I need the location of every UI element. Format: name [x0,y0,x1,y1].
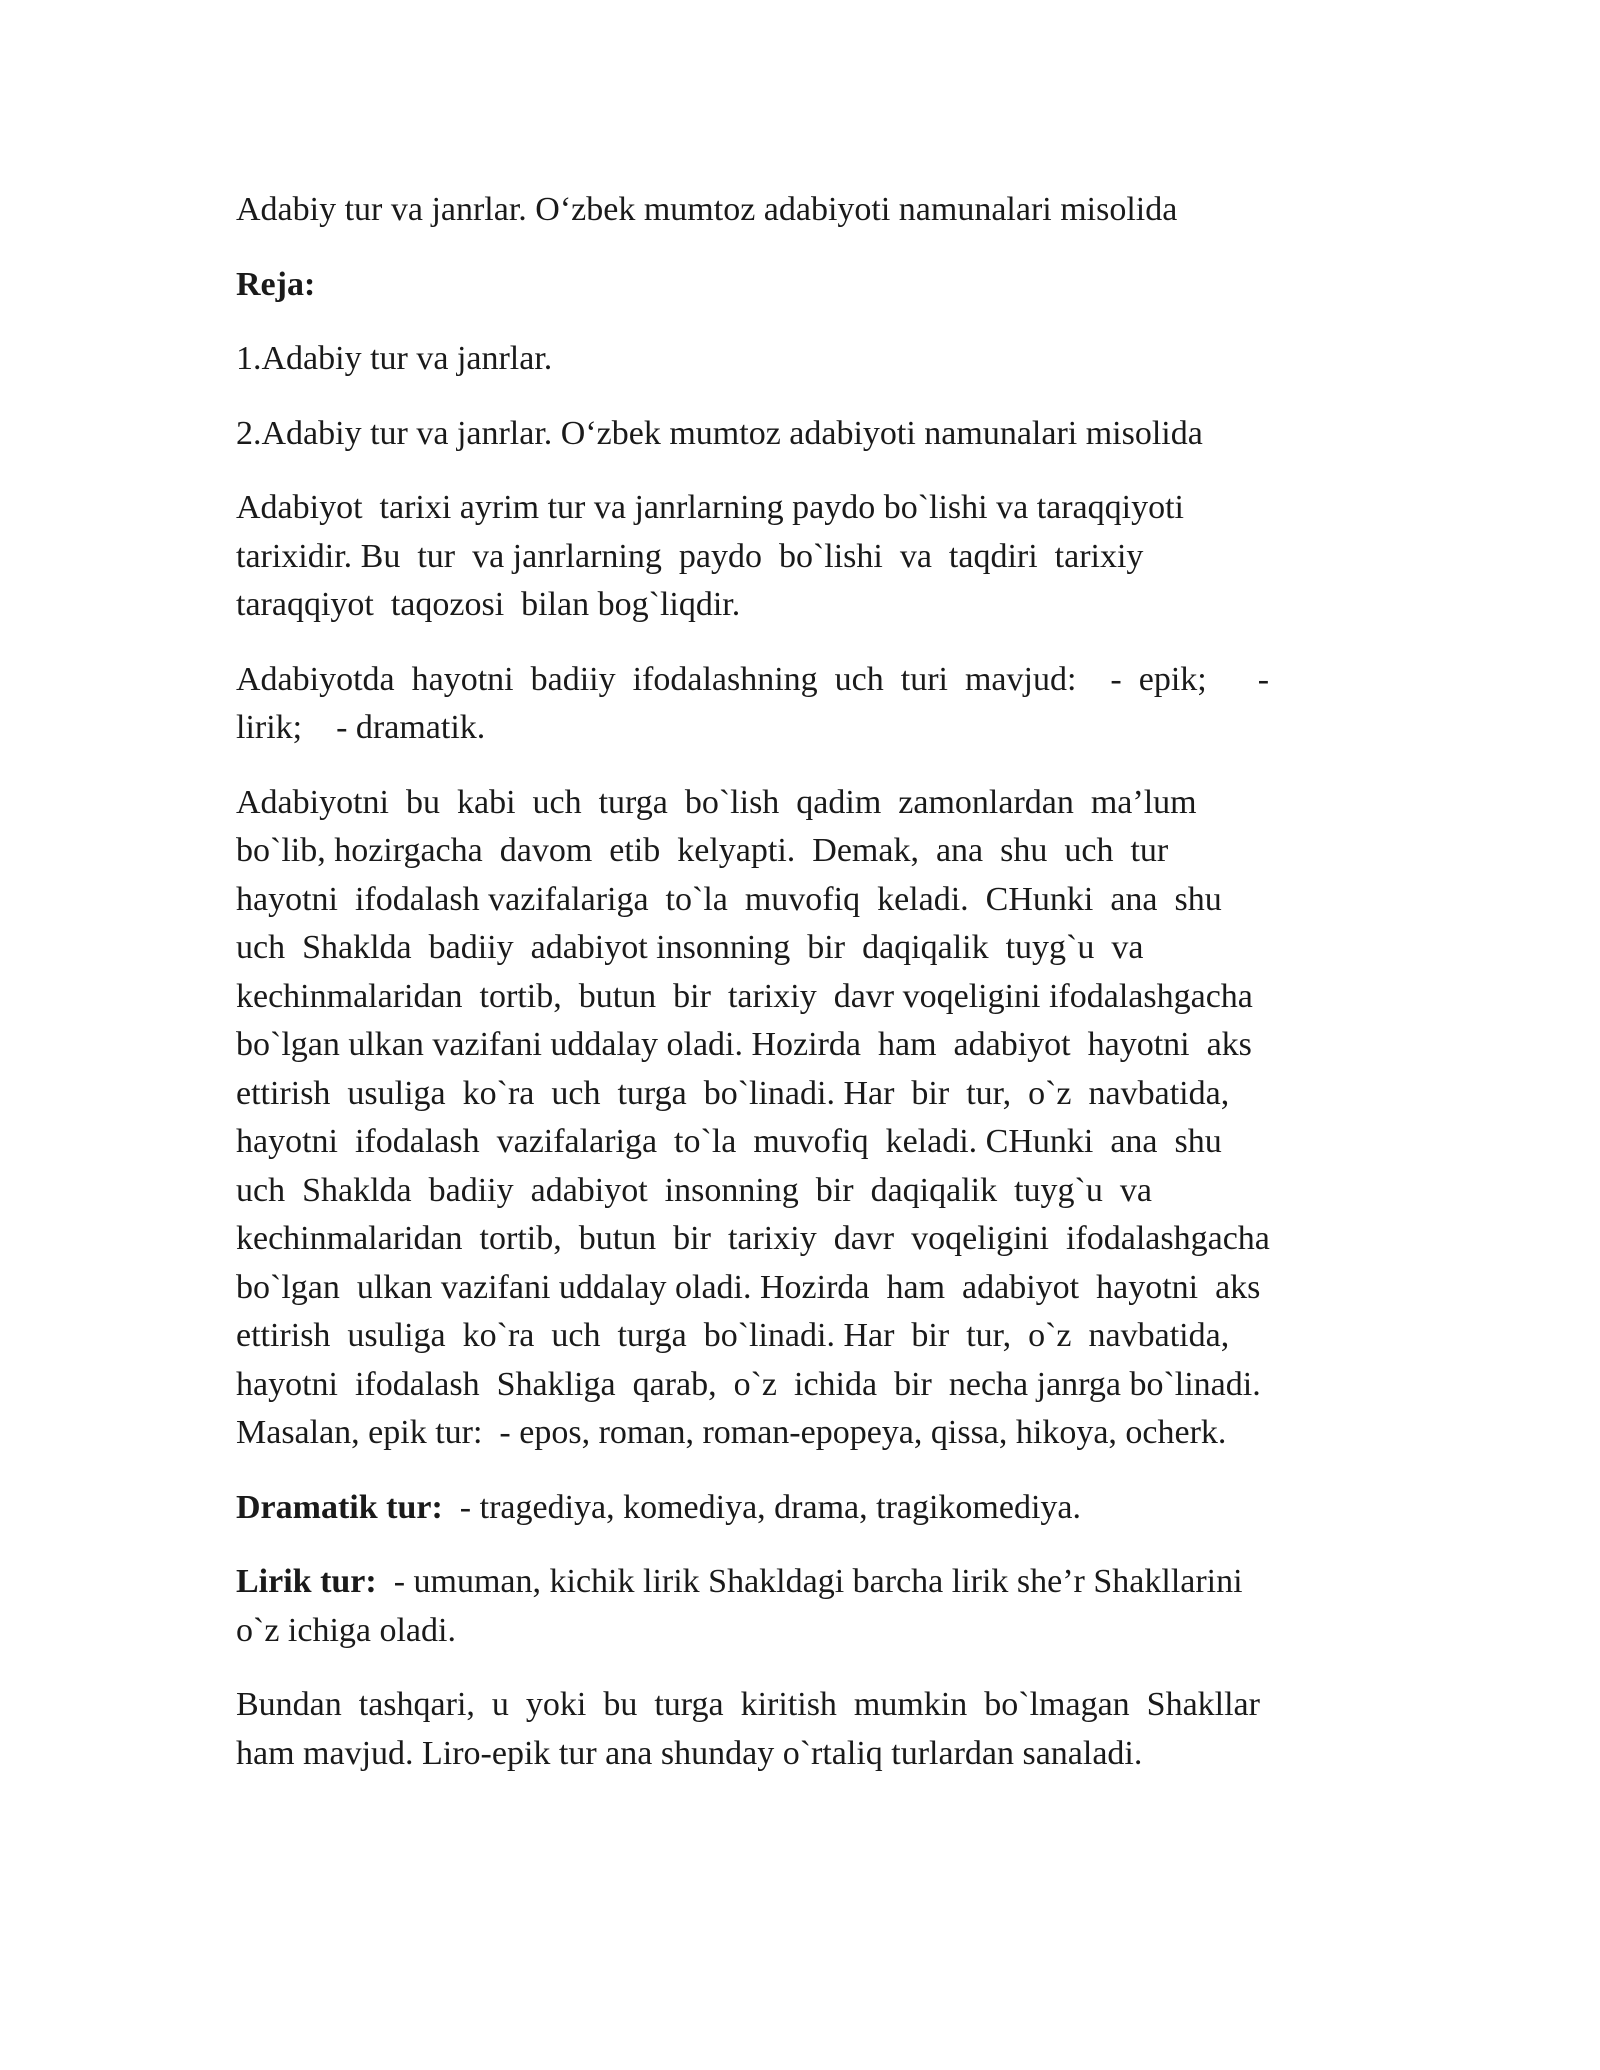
text-line: bo`lib, hozirgacha davom etib kelyapti. Demak, ana shu uch tur [236,832,1169,869]
text-line: Adabiyot tarixi ayrim tur va janrlarning paydo bo`lishi va taraqqiyoti [236,489,1184,526]
text-line: uch Shaklda badiiy adabiyot insonning bir daqiqalik tuyg`u va [236,1171,1152,1209]
paragraph-lirik [236,1558,1360,1655]
lirik-line [236,1558,1360,1607]
text-line: Adabiyotda hayotni badiiy ifodalashning uch turi mavjud: - epik; - [236,660,1270,698]
dramatik-text: - tragediya, komediya, drama, tragikomediya. [442,1488,1082,1526]
lirik-continuation: o`z ichiga oladi. [236,1611,456,1649]
text-line: tarixidir. Bu tur va janrlarning paydo bo`lishi va taqdiri tarixiy [236,537,1144,575]
plan-item-text: 1.Adabiy tur va janrlar. [236,340,553,377]
lirik-text: - umuman, kichik lirik Shakldagi barcha lirik she’r Shakllarini [376,1563,1243,1600]
text-line: lirik; - dramatik. [236,709,486,746]
text-line: taraqqiyot taqozosi bilan bog`liqdir. [236,586,741,623]
paragraph-three-types [236,656,1360,753]
plan-heading-text: Reja: [236,265,316,303]
paragraph-dramatik [236,1484,1360,1533]
text-line: Masalan, epik tur: - epos, roman, roman-epopeya, qissa, hikoya, ocherk. [236,1414,1227,1451]
document-body [236,186,1360,1804]
text-line: ettirish usuliga ko`ra uch turga bo`linadi. Har bir tur, o`z navbatida, [236,1317,1230,1354]
text-line: kechinmalaridan tortib, butun bir tarixiy davr voqeligini ifodalashgacha [236,977,1253,1015]
plan-item-text: 2.Adabiy tur va janrlar. O‘zbek mumtoz adabiyoti namunalari misolida [236,414,1203,452]
plan-item-1 [236,335,1360,384]
plan-item-2 [236,410,1360,459]
text-line: kechinmalaridan tortib, butun bir tarixiy davr voqeligini ifodalashgacha [236,1220,1270,1257]
text-line: ettirish usuliga ko`ra uch turga bo`linadi. Har bir tur, o`z navbatida, [236,1074,1230,1112]
text-line: Adabiyotni bu kabi uch turga bo`lish qadim zamonlardan ma’lum [236,783,1197,821]
lirik-label: Lirik tur: [236,1563,377,1600]
paragraph-main [236,779,1360,1458]
text-line: ham mavjud. Liro-epik tur ana shunday o`rtaliq turlardan sanaladi. [236,1734,1143,1772]
paragraph-history [236,484,1360,630]
text-line: Bundan tashqari, u yoki bu turga kiritish mumkin bo`lmagan Shakllar [236,1686,1260,1723]
text-line: uch Shaklda badiiy adabiyot insonning bir daqiqalik tuyg`u va [236,929,1144,966]
document-title [236,186,1360,235]
text-line: hayotni ifodalash vazifalariga to`la muvofiq keladi. CHunki ana shu [236,880,1222,918]
dramatik-label: Dramatik tur: [236,1488,443,1526]
text-line: bo`lgan ulkan vazifani uddalay oladi. Hozirda ham adabiyot hayotni aks [236,1268,1261,1306]
text-line: bo`lgan ulkan vazifani uddalay oladi. Hozirda ham adabiyot hayotni aks [236,1026,1252,1063]
plan-heading [236,261,1360,310]
title-line: Adabiy tur va janrlar. O‘zbek mumtoz adabiyoti namunalari misolida [236,191,1178,228]
paragraph-final [236,1681,1360,1778]
text-line: hayotni ifodalash Shakliga qarab, o`z ichida bir necha janrga bo`linadi. [236,1365,1261,1403]
dramatik-line [236,1484,1360,1533]
text-line: hayotni ifodalash vazifalariga to`la muvofiq keladi. CHunki ana shu [236,1123,1222,1160]
